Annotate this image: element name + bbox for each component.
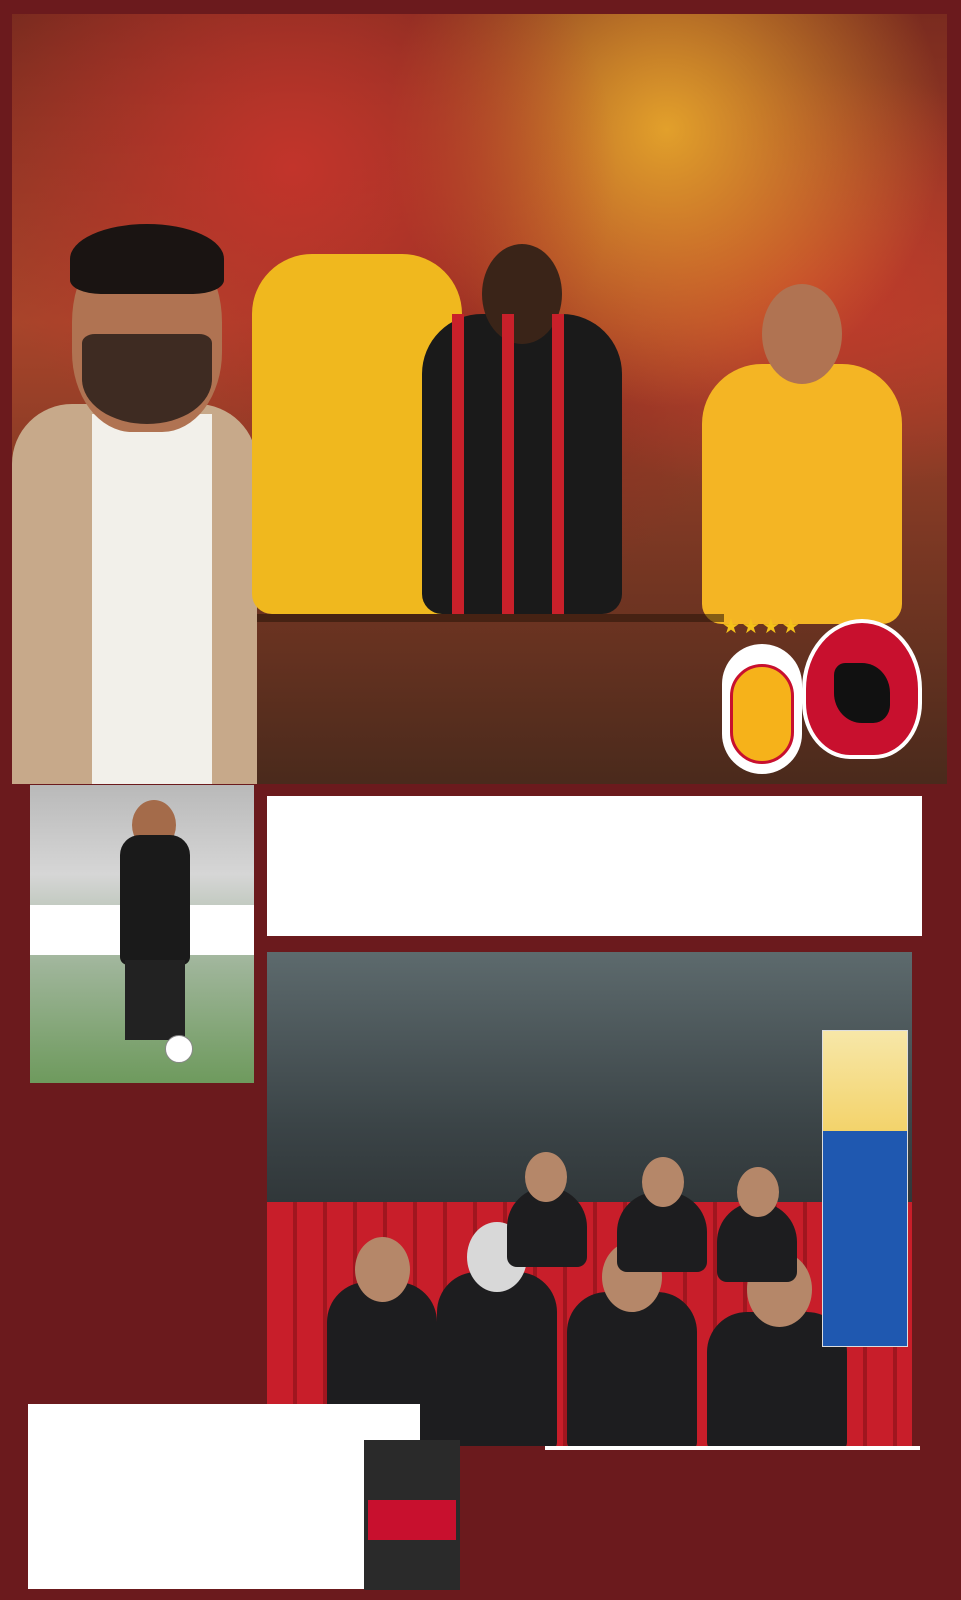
galatasaray-logo bbox=[722, 644, 802, 774]
gaziantep-logo bbox=[802, 619, 922, 759]
gaziantep-player bbox=[422, 314, 622, 614]
stars-icon: ★★★★ bbox=[722, 616, 802, 638]
soyalp-photo bbox=[30, 785, 254, 1083]
trabzon-box bbox=[28, 1404, 420, 1589]
main-story bbox=[267, 796, 922, 936]
vali-caption bbox=[545, 1446, 920, 1450]
hero-caption bbox=[257, 614, 724, 622]
soyalp-story bbox=[30, 1250, 254, 1398]
ayintab-spor-ad bbox=[822, 1030, 908, 1347]
galatasaray-player-right bbox=[702, 364, 902, 624]
vali-photo bbox=[267, 952, 912, 1446]
eagle-icon bbox=[834, 663, 890, 723]
ticket-image bbox=[364, 1440, 460, 1590]
hero-photo bbox=[12, 14, 947, 784]
football-icon bbox=[165, 1035, 193, 1063]
coach-label bbox=[44, 639, 74, 779]
